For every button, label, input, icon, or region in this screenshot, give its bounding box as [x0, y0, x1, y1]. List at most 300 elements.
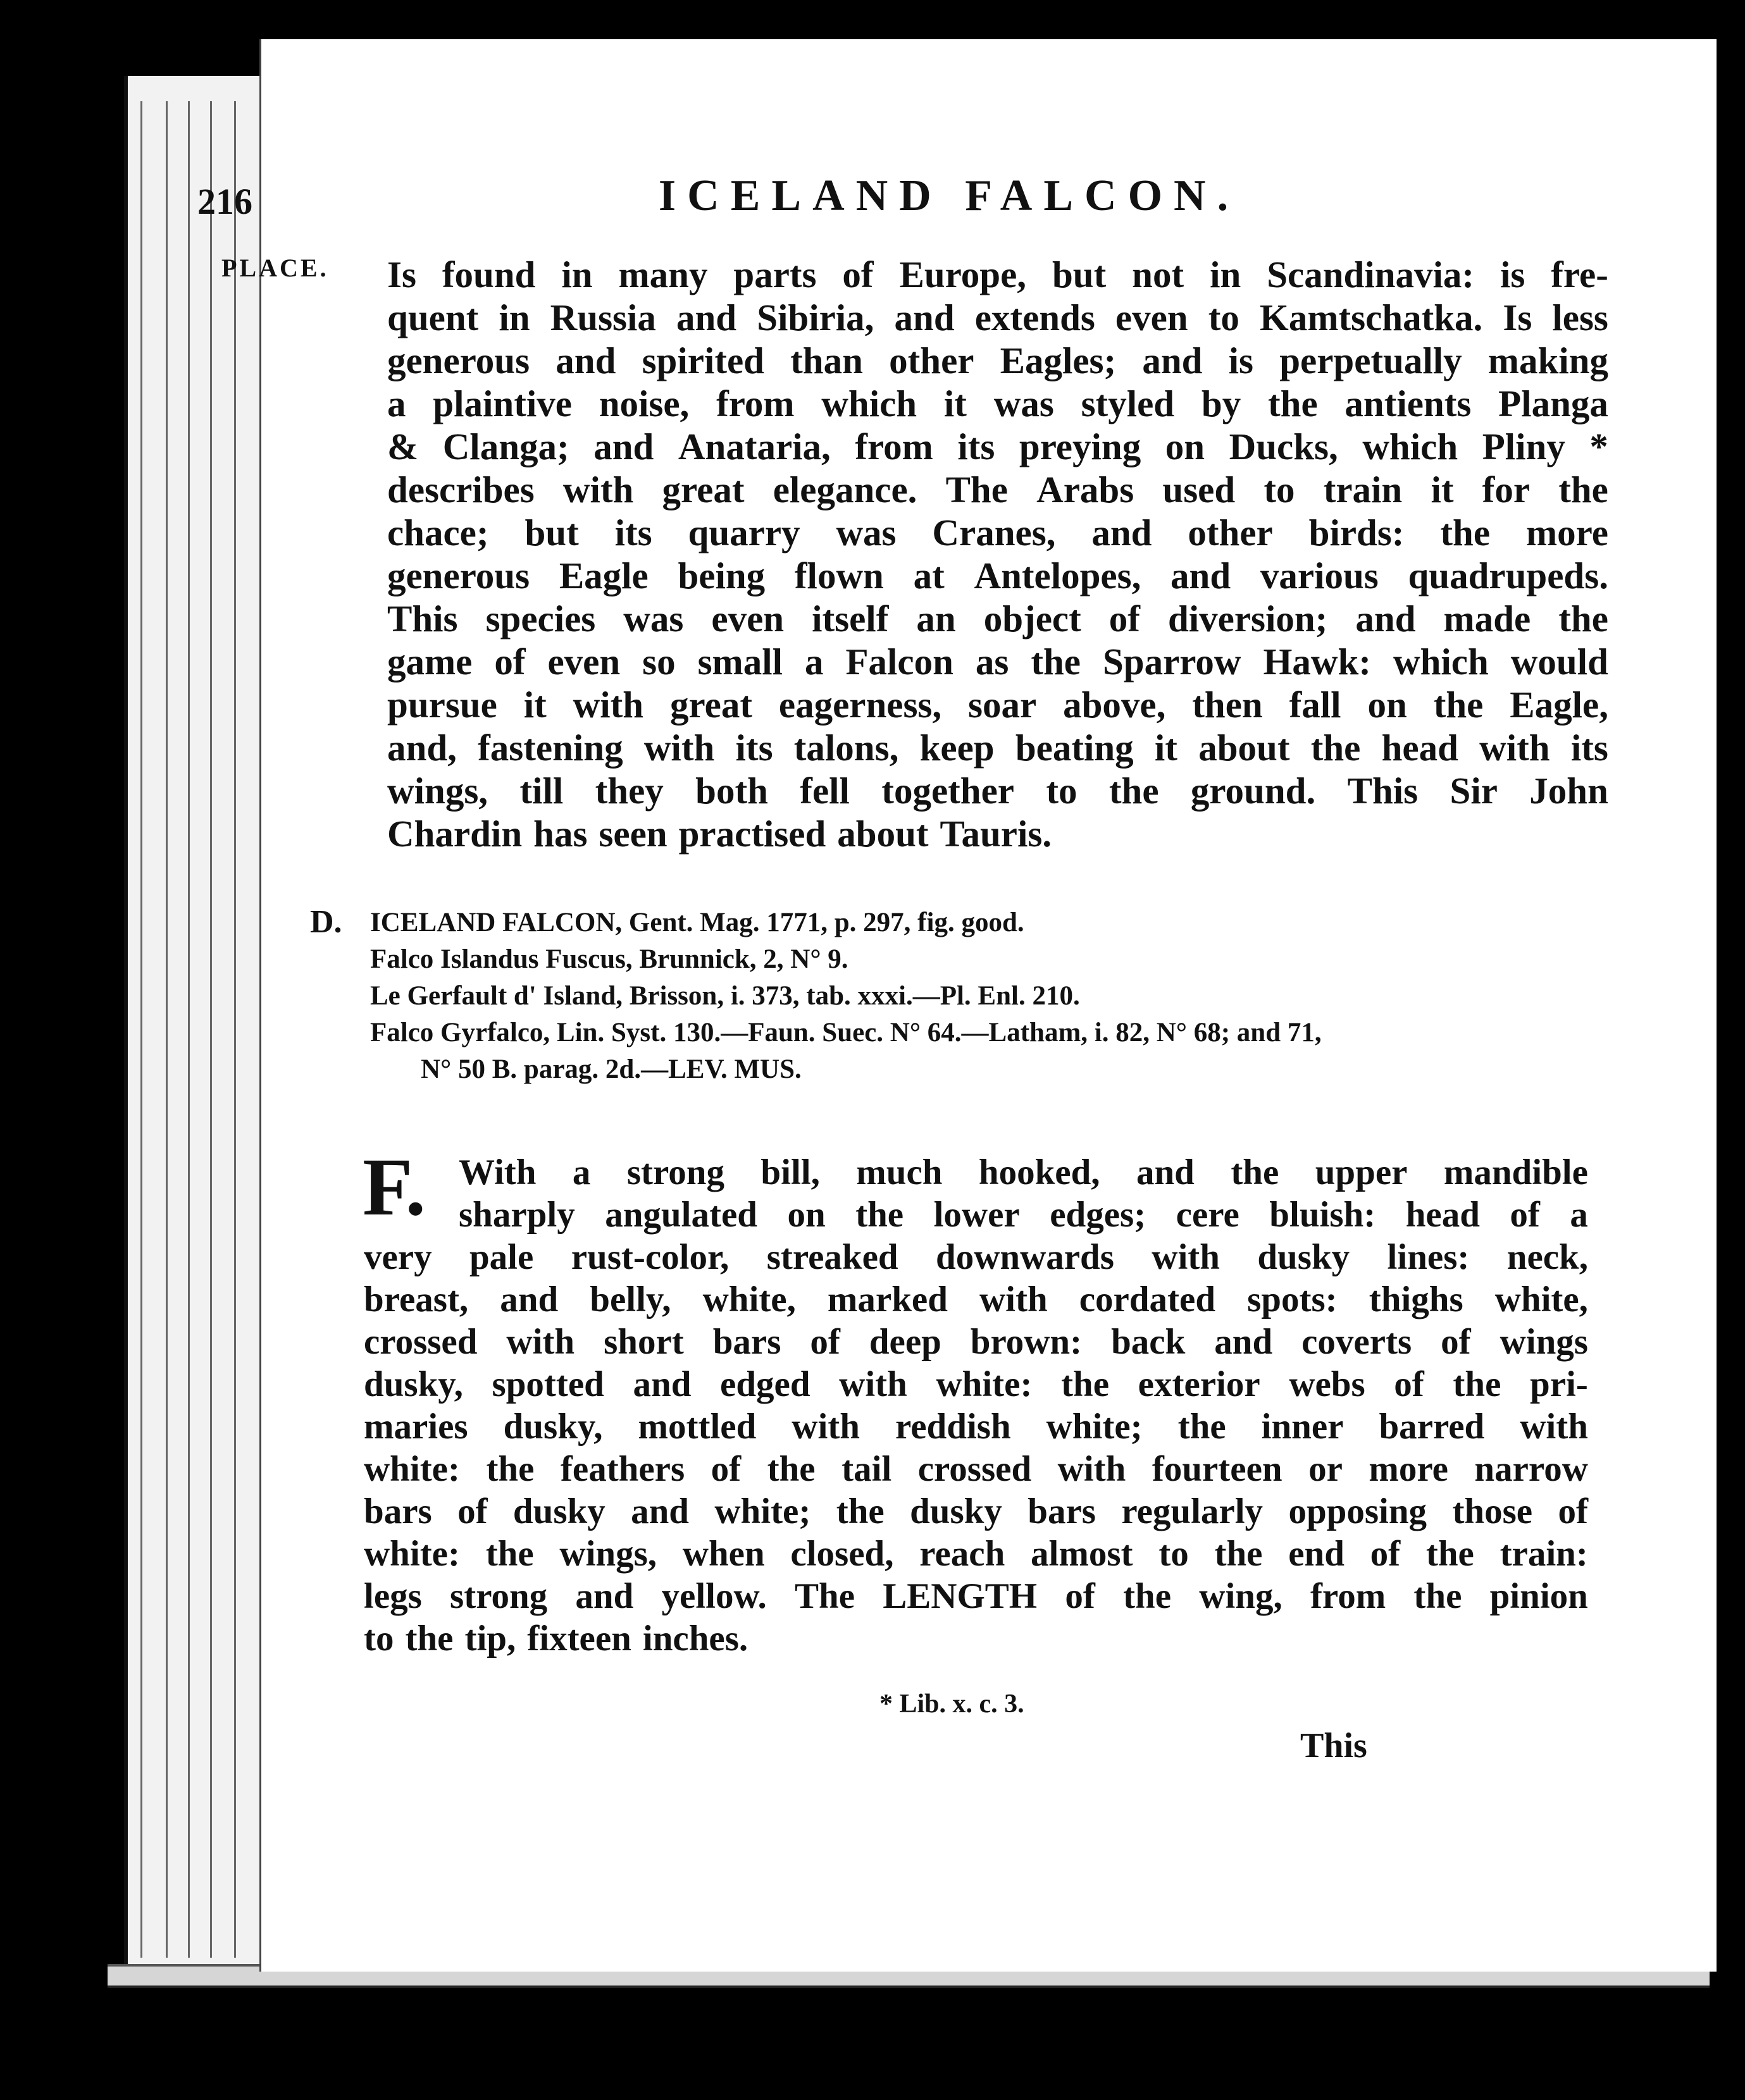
word: not: [1132, 254, 1184, 295]
word: bluish:: [1269, 1195, 1376, 1235]
word: tip,: [464, 1619, 516, 1658]
word: seen: [599, 813, 668, 855]
word: was: [993, 383, 1054, 424]
word: a: [572, 1152, 591, 1192]
word: edges;: [1050, 1195, 1146, 1235]
word: parts: [733, 254, 817, 295]
word: dusky: [910, 1492, 1002, 1531]
word: even: [711, 598, 785, 639]
word: and: [556, 340, 616, 381]
word: of: [810, 1322, 840, 1362]
word: regularly: [1121, 1492, 1264, 1531]
word: streaked: [766, 1237, 898, 1277]
word: tail: [841, 1449, 892, 1489]
word: and: [633, 1364, 692, 1404]
synonymy-entry: Falco Islandus Fuscus, Brunnick, 2, N° 9.: [370, 944, 848, 974]
word: Eagles;: [1000, 340, 1117, 381]
word: Eagle: [559, 555, 649, 596]
word: being: [678, 555, 766, 596]
word: talons,: [793, 727, 899, 769]
word: those: [1452, 1492, 1533, 1531]
word: Sibiria,: [757, 297, 874, 338]
word: Europe,: [899, 254, 1027, 295]
drop-cap: F.: [363, 1142, 426, 1233]
word: the: [1558, 598, 1608, 639]
word: lines:: [1387, 1237, 1470, 1277]
word: elegance.: [773, 469, 917, 510]
word: with: [979, 1280, 1048, 1319]
word: about: [837, 813, 929, 855]
word: Anataria,: [678, 426, 831, 467]
word: mandible: [1443, 1152, 1588, 1192]
word: and: [631, 1492, 689, 1531]
text-line: [364, 1575, 1588, 1617]
word: above,: [1063, 684, 1166, 726]
text-line: [364, 1151, 1588, 1194]
word: inner: [1261, 1407, 1344, 1447]
word: the: [1413, 1576, 1462, 1616]
word: bars: [364, 1492, 432, 1531]
word: on: [1165, 426, 1205, 467]
word: &: [387, 426, 419, 467]
word: eagerness,: [778, 684, 942, 726]
word: wings: [1500, 1322, 1588, 1362]
word: pinion: [1489, 1576, 1588, 1616]
word: dusky: [512, 1492, 605, 1531]
word: dusky,: [364, 1364, 463, 1404]
word: the: [1433, 684, 1484, 726]
text-line: [387, 468, 1608, 511]
text-line: [387, 597, 1608, 640]
word: John: [1529, 770, 1608, 812]
word: the: [1453, 1364, 1501, 1404]
text-line: [364, 1490, 1588, 1533]
word: with: [562, 469, 634, 510]
word: a: [804, 641, 824, 682]
word: on: [1367, 684, 1407, 726]
text-line: [364, 1236, 1588, 1278]
side-label: PLACE.: [221, 254, 329, 282]
word: belly,: [590, 1280, 671, 1319]
word: reddish: [895, 1407, 1011, 1447]
word: short: [604, 1322, 684, 1362]
word: generous: [387, 340, 530, 381]
word: Sir: [1450, 770, 1498, 812]
word: is: [1500, 254, 1525, 295]
word: Arabs: [1036, 469, 1134, 510]
word: marked: [827, 1280, 948, 1319]
word: barred: [1379, 1407, 1485, 1447]
word: flown: [794, 555, 884, 596]
word: of: [1558, 1492, 1588, 1531]
word: head: [1381, 727, 1458, 769]
word: Is: [1503, 297, 1532, 338]
word: has: [533, 813, 588, 855]
word: exterior: [1138, 1364, 1260, 1404]
word: to: [1158, 1534, 1189, 1574]
word: the: [1031, 641, 1081, 682]
word: to: [1264, 469, 1295, 510]
word: quent: [387, 297, 479, 338]
word: it: [523, 684, 547, 726]
word: mottled: [638, 1407, 757, 1447]
word: an: [916, 598, 956, 639]
word: of: [494, 641, 526, 682]
text-line: [364, 1617, 1588, 1660]
word: cere: [1176, 1195, 1239, 1235]
word: pri-: [1530, 1364, 1588, 1404]
word: generous: [387, 555, 530, 596]
word: bill,: [761, 1152, 820, 1192]
synonymy-entry: Le Gerfault d' Island, Brisson, i. 373, tab. xxxi.—Pl. Enl. 210.: [370, 981, 1080, 1011]
word: for: [1482, 469, 1531, 510]
word: till: [519, 770, 564, 812]
word: fixteen: [527, 1619, 631, 1658]
word: its: [957, 426, 995, 467]
running-title: ICELAND FALCON.: [658, 171, 1240, 220]
word: and: [1136, 1152, 1195, 1192]
word: preying: [1019, 426, 1141, 467]
word: from: [1310, 1576, 1386, 1616]
word: noise,: [599, 383, 690, 424]
word: the: [836, 1492, 885, 1531]
word: inches.: [642, 1619, 748, 1658]
word: was: [623, 598, 684, 639]
word: dusky: [1257, 1237, 1350, 1277]
word: of: [1394, 1364, 1424, 1404]
word: with: [839, 1364, 907, 1404]
word: the: [1440, 512, 1491, 553]
word: itself: [812, 598, 889, 639]
word: sharply: [459, 1195, 575, 1235]
word: Clanga;: [442, 426, 569, 467]
word: beating: [1015, 727, 1134, 769]
word: so: [642, 641, 676, 682]
word: in: [561, 254, 593, 295]
page-number: 216: [197, 181, 252, 222]
word: rust-color,: [571, 1237, 730, 1277]
word: extends: [974, 297, 1095, 338]
word: it: [1431, 469, 1454, 510]
word: the: [1177, 1407, 1226, 1447]
word: the: [1231, 1152, 1279, 1192]
word: the: [1123, 1576, 1172, 1616]
word: This: [1347, 770, 1419, 812]
word: with: [1152, 1237, 1220, 1277]
word: spotted: [492, 1364, 604, 1404]
text-line: [364, 1533, 1588, 1575]
word: or: [1308, 1449, 1343, 1489]
word: from: [716, 383, 795, 424]
word: fell: [800, 770, 850, 812]
text-line: [364, 1405, 1588, 1448]
word: soar: [968, 684, 1037, 726]
word: coverts: [1301, 1322, 1412, 1362]
word: and: [593, 426, 654, 467]
word: then: [1192, 684, 1263, 726]
word: was: [836, 512, 897, 553]
word: as: [975, 641, 1009, 682]
text-line: [364, 1278, 1588, 1321]
word: fall: [1289, 684, 1341, 726]
text-line: [364, 1448, 1588, 1490]
word: than: [790, 340, 863, 381]
word: about: [1198, 727, 1290, 769]
word: the: [405, 1619, 454, 1658]
word: of: [1108, 598, 1140, 639]
text-line: [387, 726, 1608, 769]
word: keep: [919, 727, 995, 769]
word: together: [881, 770, 1014, 812]
word: in: [499, 297, 530, 338]
word: they: [595, 770, 664, 812]
word: of: [1441, 1322, 1471, 1362]
word: This: [387, 598, 458, 639]
word: of: [842, 254, 874, 295]
word: the: [767, 1449, 816, 1489]
word: much: [856, 1152, 943, 1192]
word: opposing: [1288, 1492, 1427, 1531]
word: hooked,: [978, 1152, 1100, 1192]
word: strong: [626, 1152, 724, 1192]
word: even: [1115, 297, 1188, 338]
word: the: [485, 1534, 534, 1574]
word: white:: [936, 1364, 1033, 1404]
word: Sparrow: [1102, 641, 1241, 682]
word: closed,: [790, 1534, 894, 1574]
word: a: [1570, 1195, 1588, 1235]
word: The: [945, 469, 1008, 510]
word: less: [1552, 297, 1608, 338]
word: both: [695, 770, 768, 812]
word: of: [711, 1449, 742, 1489]
word: describes: [387, 469, 535, 510]
word: edged: [720, 1364, 810, 1404]
word: its: [614, 512, 652, 553]
word: Cranes,: [932, 512, 1056, 553]
place-paragraph: [387, 253, 1608, 855]
synonymy-letter: D.: [310, 904, 342, 940]
word: With: [459, 1152, 537, 1192]
word: Planga: [1498, 383, 1608, 424]
word: of: [457, 1492, 488, 1531]
word: the: [1061, 1364, 1110, 1404]
word: various: [1260, 555, 1379, 596]
word: webs: [1289, 1364, 1365, 1404]
word: Russia: [550, 297, 656, 338]
word: fre-: [1551, 254, 1608, 295]
word: at: [913, 555, 945, 596]
word: it: [1154, 727, 1177, 769]
word: a: [387, 383, 406, 424]
word: many: [618, 254, 708, 295]
word: maries: [364, 1407, 468, 1447]
word: even: [547, 641, 621, 682]
word: with: [643, 727, 715, 769]
word: Pliny: [1482, 426, 1565, 467]
text-line: [364, 1194, 1588, 1236]
word: to: [364, 1619, 394, 1658]
word: crossed: [364, 1322, 478, 1362]
text-line: [387, 640, 1608, 683]
word: styled: [1081, 383, 1175, 424]
word: almost: [1031, 1534, 1133, 1574]
word: spirited: [642, 340, 764, 381]
word: neck,: [1506, 1237, 1588, 1277]
word: on: [787, 1195, 826, 1235]
word: is: [1228, 340, 1254, 381]
word: very: [364, 1237, 432, 1277]
word: *: [1589, 426, 1608, 467]
word: crossed: [917, 1449, 1032, 1489]
word: Chardin: [387, 813, 523, 855]
word: plaintive: [433, 383, 572, 424]
word: Ducks,: [1229, 426, 1338, 467]
word: great: [662, 469, 745, 510]
word: cordated: [1079, 1280, 1216, 1319]
word: Tauris.: [940, 813, 1052, 855]
word: downwards: [936, 1237, 1114, 1277]
word: which: [1393, 641, 1489, 682]
word: Scandinavia:: [1267, 254, 1475, 295]
word: from: [855, 426, 933, 467]
word: would: [1510, 641, 1608, 682]
text-line: [387, 683, 1608, 726]
word: wings,: [387, 770, 488, 812]
word: dusky,: [503, 1407, 603, 1447]
synonymy-block: [370, 905, 1623, 1088]
word: it: [943, 383, 967, 424]
word: the: [855, 1195, 904, 1235]
word: more: [1369, 1449, 1448, 1489]
word: which: [821, 383, 917, 424]
word: but: [1052, 254, 1107, 295]
word: the: [1558, 469, 1608, 510]
word: strong: [450, 1576, 548, 1616]
word: white:: [364, 1449, 460, 1489]
footnote: * Lib. x. c. 3.: [879, 1689, 1024, 1719]
word: the: [1425, 1534, 1474, 1574]
word: wing,: [1199, 1576, 1282, 1616]
word: great: [670, 684, 752, 726]
word: ground.: [1190, 770, 1316, 812]
text-line: [387, 296, 1608, 339]
word: with: [1057, 1449, 1126, 1489]
word: used: [1162, 469, 1236, 510]
word: species: [485, 598, 596, 639]
text-line: [387, 382, 1608, 425]
synonymy-entry: N° 50 B. parag. 2d.—LEV. MUS.: [421, 1054, 802, 1084]
word: with: [506, 1322, 575, 1362]
word: perpetually: [1279, 340, 1462, 381]
word: small: [697, 641, 783, 682]
word: the: [1214, 1534, 1263, 1574]
word: object: [983, 598, 1081, 639]
word: wings,: [559, 1534, 657, 1574]
word: white;: [714, 1492, 811, 1531]
word: Is: [387, 254, 416, 295]
word: the: [1267, 383, 1318, 424]
word: made: [1443, 598, 1531, 639]
word: birds:: [1308, 512, 1405, 553]
word: and: [894, 297, 955, 338]
text-line: [387, 511, 1608, 554]
word: angulated: [605, 1195, 757, 1235]
word: pale: [469, 1237, 534, 1277]
word: chace;: [387, 512, 489, 553]
word: and: [1142, 340, 1203, 381]
word: bars: [1028, 1492, 1096, 1531]
word: the: [1310, 727, 1361, 769]
word: head: [1405, 1195, 1480, 1235]
word: and: [575, 1576, 634, 1616]
word: brown:: [970, 1322, 1083, 1362]
word: narrow: [1474, 1449, 1588, 1489]
word: practised: [678, 813, 826, 855]
synonymy-entry: ICELAND FALCON, Gent. Mag. 1771, p. 297, fig. good.: [370, 908, 1024, 937]
word: more: [1525, 512, 1608, 553]
word: other: [1188, 512, 1273, 553]
word: with: [792, 1407, 860, 1447]
word: other: [889, 340, 974, 381]
word: but: [525, 512, 579, 553]
word: of: [1510, 1195, 1540, 1235]
word: fastening: [478, 727, 623, 769]
word: legs: [364, 1576, 422, 1616]
word: by: [1201, 383, 1241, 424]
word: reach: [919, 1534, 1005, 1574]
text-line: [364, 1321, 1588, 1363]
word: Antelopes,: [974, 555, 1141, 596]
word: spots:: [1247, 1280, 1338, 1319]
word: to: [1046, 770, 1077, 812]
word: which: [1362, 426, 1458, 467]
word: end: [1288, 1534, 1344, 1574]
word: breast,: [364, 1280, 469, 1319]
word: feathers: [560, 1449, 685, 1489]
word: quadrupeds.: [1408, 555, 1608, 596]
word: game: [387, 641, 473, 682]
description-paragraph: [364, 1151, 1588, 1660]
word: upper: [1315, 1152, 1408, 1192]
catchword: This: [1300, 1726, 1367, 1765]
word: of: [1065, 1576, 1095, 1616]
word: Kamtschatka.: [1259, 297, 1483, 338]
word: fourteen: [1152, 1449, 1282, 1489]
word: back: [1111, 1322, 1186, 1362]
word: train: [1323, 469, 1403, 510]
word: white,: [702, 1280, 796, 1319]
word: its: [1570, 727, 1608, 769]
text-line: [364, 1363, 1588, 1405]
word: of: [1370, 1534, 1401, 1574]
word: deep: [869, 1322, 941, 1362]
word: and,: [387, 727, 457, 769]
word: quarry: [688, 512, 800, 553]
word: and: [676, 297, 737, 338]
word: and: [500, 1280, 559, 1319]
word: lower: [933, 1195, 1020, 1235]
word: with: [1520, 1407, 1588, 1447]
word: in: [1210, 254, 1241, 295]
word: and: [1214, 1322, 1273, 1362]
word: with: [1479, 727, 1550, 769]
word: pursue: [387, 684, 497, 726]
word: and: [1091, 512, 1152, 553]
word: diversion;: [1167, 598, 1328, 639]
text-line: [387, 554, 1608, 597]
word: the: [1108, 770, 1159, 812]
